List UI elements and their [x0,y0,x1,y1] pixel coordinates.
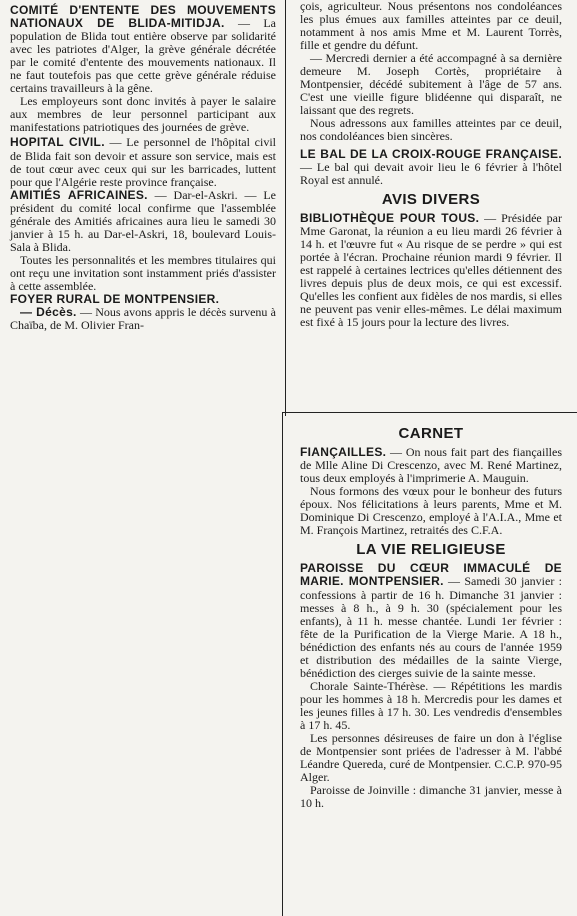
paragraph: Les employeurs sont donc invités à payer le salaire aux membres de leur personnel participant aux manifestations patriotiques des journées de grève. [10,94,276,135]
heading-bibliotheque: BIBLIOTHÈQUE POUR TOUS. [300,210,480,225]
section-vie-religieuse: LA VIE RELIGIEUSE [356,541,506,559]
section-avis-divers: AVIS DIVERS [381,190,481,208]
section-rule [282,412,577,413]
heading-fiancailles: FIANÇAILLES. [300,445,387,460]
paragraph: Les personnes désireuses de faire un don à l'église de Montpensier sont priées de l'adresser à M. l'abbé Léandre Quereda, curé de Montpensier. C.C.P. 970-95 Alger. [300,731,562,785]
article-hopital: HOPITAL CIVIL. — Le personnel de l'hôpital civil de Blida fait son devoir et assure son service, mais est de tout cœur avec ceux qui sur les barricades, luttent pour que l'Algérie reste province française. [10,135,276,189]
right-column-bottom [300,427,562,810]
paragraph: Toutes les personnalités et les membres titulaires qui ont reçu une invitation sont instamment priés d'assister à cette assemblée. [10,252,276,293]
heading-hopital: HOPITAL CIVIL. [10,135,105,150]
article-bal: LE BAL DE LA CROIX-ROUGE FRANÇAISE. — Le bal qui devait avoir lieu le 6 février à l'hôtel Royal est annulé. [300,146,562,187]
paragraph: çois, agriculteur. Nous présentons nos condoléances les plus émues aux familles atteintes par ce deuil, notamment à nos amis Mme et M. Laurent Torrès, fille et gendre du défunt. [300,0,562,53]
column-rule-top [285,0,286,416]
article-fiancailles: FIANÇAILLES. — On nous fait part des fiançailles de Mlle Aline Di Crescenzo, avec M. René Martinez, tous deux employés à l'imprimerie A. Mauguin. [300,445,562,486]
paragraph: Chorale Sainte-Thérèse. — Répétitions les mardis pour les hommes à 18 h. Mercredis pour les dames et les jeunes filles à 17 h. 30. Les vendredis d'ensembles à 17 h. 45. [300,678,562,732]
paragraph: Nous formons des vœux pour le bonheur des futurs époux. Nos félicitations à leurs parents, Mme et M. Dominique Di Crescenzo, employé à l'A.I.A., Mme et M. François Martinez, retraités des C.F.A. [300,484,562,538]
right-column-top [300,0,562,329]
heading-foyer: FOYER RURAL DE MONTPENSIER. [10,292,220,307]
paragraph: Nous adressons aux familles atteintes par ce deuil, nos condoléances bien sincères. [300,116,562,144]
paragraph: — Mercredi dernier a été accompagné à sa dernière demeure M. Joseph Cortès, propriétaire à Montpensier, décédé subitement à l'âge de 57 ans. C'est une vieille figure blidéenne qui disparaît, ne laissant que des regrets. [300,51,562,118]
article-amities: AMITIÉS AFRICAINES. — Dar-el-Askri. — Le président du comité local confirme que l'assemblée générale des Amitiés africaines aura lieu le samedi 30 janvier à 15 h. au Dar-el-Askri, 18, boulevard Louis-Sala à Blida. [10,187,276,254]
heading-comite: COMITÉ D'ENTENTE DES MOUVEMENTS NATIONAUX DE BLIDA-MITIDJA. [10,3,276,31]
section-carnet: CARNET [398,425,464,442]
article-deces: — Décès. — Nous avons appris le décès survenu à Chaïba, de M. Olivier Fran- [10,305,276,333]
article-comite: COMITÉ D'ENTENTE DES MOUVEMENTS NATIONAUX DE BLIDA-MITIDJA. — La population de Blida tout entière observe par solidarité avec les patriotes d'Alger, la grève générale décrétée par le comité d'entente des mouvements nationaux. Il ne faut toutefois pas que cette grève générale réduise certains travailleurs à la gêne. [10,3,276,96]
paragraph: Paroisse de Joinville : dimanche 31 janvier, messe à 10 h. [300,783,562,811]
left-column [10,0,276,332]
article-paroisse: PAROISSE DU CŒUR IMMACULÉ DE MARIE. MONTPENSIER. — Samedi 30 janvier : confessions à partir de 16 h. Dimanche 31 janvier : messes à 8 h., à 9 h. 30 (spécialement pour les enfants), à 11 h. messe chantée. Lundi 1er février : fête de la Purification de la Vierge Marie. A 18 h., bénédiction des enfants nés au cours de l'année 1959 et distribution des médailles de la sainte Vierge, bénédiction des cierges suivie de la sainte messe. [300,561,562,680]
heading-paroisse: PAROISSE DU CŒUR IMMACULÉ DE MARIE. MONTPENSIER. [300,561,562,589]
heading-amities: AMITIÉS AFRICAINES. [10,187,148,202]
article-bibliotheque: BIBLIOTHÈQUE POUR TOUS. — Présidée par Mme Garonat, la réunion a eu lieu mardi 26 février à 14 h. et l'œuvre fut « Au risque de se perdre » qui est portée à l'écran. Prochaine réunion mardi 9 février. Il est rappelé à certaines lectrices qu'elles détiennent des livres depuis plus de deux mois, ce qui est excessif. Qu'elles les confient aux fidèles de nos mardis, si elles ne peuvent pas venir elles-mêmes. Le délai maximum est fixé à 15 jours pour la lecture des livres. [300,210,563,330]
heading-bal: LE BAL DE LA CROIX-ROUGE FRANÇAISE. [300,146,562,161]
column-rule-bottom [282,412,283,916]
